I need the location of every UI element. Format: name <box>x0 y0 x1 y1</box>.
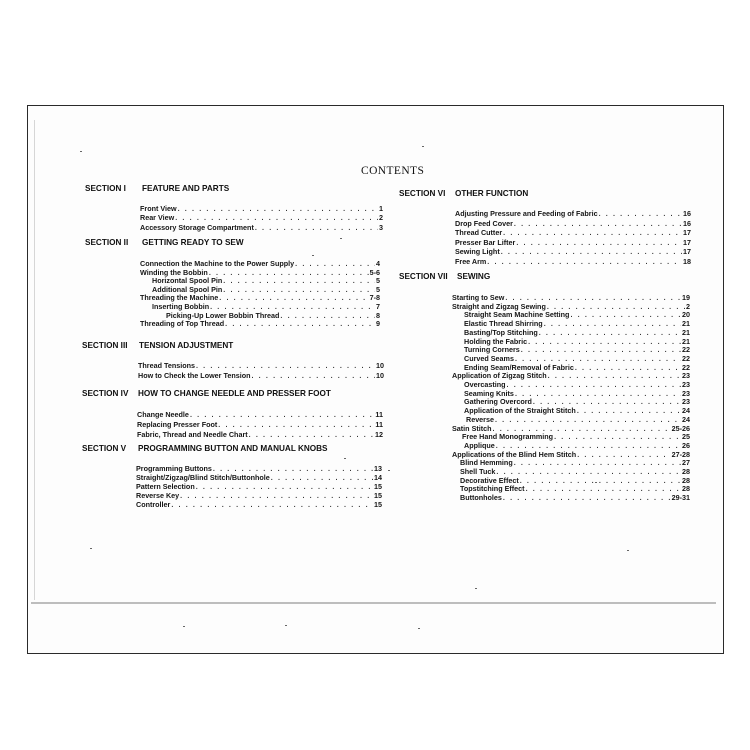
entry-label: Straight/Zigzag/Blind Stitch/Buttonhole <box>136 473 270 482</box>
entry-page-number: 23 <box>682 388 690 398</box>
dot-leader <box>515 354 681 363</box>
toc-entry <box>455 219 691 228</box>
scan-speck <box>344 458 346 459</box>
dot-leader <box>213 464 373 473</box>
dot-leader <box>496 441 681 450</box>
entry-page-number: 26 <box>682 440 690 450</box>
entry-page-number: 17 <box>683 228 691 238</box>
dot-leader <box>521 345 681 354</box>
dot-leader <box>505 293 681 302</box>
entry-page-number: 21 <box>682 319 690 329</box>
dot-leader <box>487 257 682 266</box>
toc-entry <box>460 467 690 476</box>
entry-page-number: 11 <box>375 410 383 419</box>
toc-entry <box>464 345 690 354</box>
entry-label: Sewing Light <box>455 247 500 257</box>
entry-page-number: 2 <box>686 301 690 311</box>
dot-leader <box>520 476 681 485</box>
entry-label: Presser Bar Lifter <box>455 237 516 247</box>
entry-label: Winding the Bobbin <box>140 267 208 277</box>
entry-page-number: 3 <box>379 222 383 232</box>
toc-entry <box>136 464 382 473</box>
entry-label: Decorative Effect <box>460 475 519 485</box>
entry-page-number: 28 <box>682 484 690 494</box>
section-number: SECTION IV <box>82 389 129 398</box>
scan-speck <box>80 151 82 152</box>
section-title: FEATURE AND PARTS <box>142 184 230 193</box>
toc-entry <box>455 257 691 266</box>
dot-leader <box>548 371 681 380</box>
toc-entry <box>455 238 691 247</box>
section-heading <box>82 389 331 398</box>
entry-label: Drop Feed Cover <box>455 218 513 228</box>
scan-speck <box>183 626 185 627</box>
dot-leader <box>180 491 373 500</box>
toc-entry <box>140 319 380 328</box>
section-heading <box>82 341 234 350</box>
toc-entry <box>462 432 690 441</box>
section-title: TENSION ADJUSTMENT <box>139 341 234 350</box>
scan-speck <box>475 588 477 589</box>
entry-page-number: 25 <box>682 432 690 442</box>
entry-label: Applications of the Blind Hem Stitch <box>452 449 577 459</box>
toc-entry <box>455 247 691 256</box>
dot-leader <box>501 247 682 256</box>
dot-leader <box>493 424 671 433</box>
dot-leader <box>196 482 373 491</box>
dot-leader <box>190 410 374 419</box>
entry-label: Turning Corners <box>464 345 520 355</box>
toc-entry <box>464 337 690 346</box>
page-title: CONTENTS <box>361 165 425 177</box>
scan-speck <box>90 548 92 549</box>
dot-leader <box>533 397 681 406</box>
entry-page-number: 24 <box>682 414 690 424</box>
entry-page-number: 9 <box>376 319 380 329</box>
entry-page-number: 2 <box>379 213 383 223</box>
entry-page-number: 11 <box>375 419 383 429</box>
dot-leader <box>539 328 681 337</box>
entry-label: How to Check the Lower Tension <box>138 370 251 380</box>
entry-page-number: 7-8 <box>369 293 380 303</box>
section-number: SECTION VII <box>399 272 448 281</box>
toc-entry <box>452 450 690 459</box>
entry-label: Application of the Straight Stitch <box>464 406 576 416</box>
toc-entry <box>460 458 690 467</box>
entry-page-number: 15 <box>374 500 382 509</box>
section-number: SECTION V <box>82 444 127 453</box>
entry-label: Thread Tensions <box>138 361 195 370</box>
entry-page-number: 10 <box>376 361 384 370</box>
entry-page-number: 22 <box>682 345 690 355</box>
toc-entry <box>464 328 690 337</box>
section-title: SEWING <box>457 272 491 281</box>
dot-leader <box>495 415 681 424</box>
entry-label: Change Needle <box>137 410 189 419</box>
entry-label: Free Hand Monogramming <box>462 432 554 442</box>
section-number: SECTION VI <box>399 189 446 198</box>
toc-entry <box>136 500 382 509</box>
dot-leader <box>528 337 681 346</box>
scan-speck <box>285 625 287 626</box>
entry-label: Threading of Top Thread <box>140 319 225 329</box>
toc-entry <box>137 420 383 429</box>
entry-label: Programming Buttons <box>136 464 212 473</box>
scan-speck <box>418 628 420 629</box>
toc-entry <box>460 476 690 485</box>
dot-leader <box>225 319 375 328</box>
entry-label: Starting to Sew <box>452 293 505 302</box>
entry-page-number: 8 <box>376 310 380 320</box>
entry-page-number: 16 <box>683 218 691 228</box>
entry-label: Front View <box>140 204 177 213</box>
entry-label: Topstitching Effect <box>460 484 525 494</box>
entry-label: Free Arm <box>455 257 487 266</box>
entry-label: Fabric, Thread and Needle Chart <box>137 429 248 439</box>
toc-entry <box>140 223 383 232</box>
entry-page-number: 19 <box>682 293 690 302</box>
toc-entry <box>460 493 690 502</box>
entry-label: Seaming Knits <box>464 388 514 398</box>
dot-leader <box>196 361 375 370</box>
toc-entry <box>464 310 690 319</box>
entry-page-number: 17 <box>683 237 691 247</box>
toc-entry <box>452 424 690 433</box>
toc-entry <box>464 319 690 328</box>
section-heading <box>85 184 230 193</box>
entry-page-number: 14 <box>374 473 382 482</box>
entry-label: Overcasting <box>464 380 506 389</box>
entry-label: Elastic Thread Shirring <box>464 319 543 329</box>
toc-entry <box>464 406 690 415</box>
toc-entry <box>455 209 691 218</box>
entry-page-number: 28 <box>682 475 690 485</box>
section-title: OTHER FUNCTION <box>455 189 529 198</box>
dot-leader <box>496 467 681 476</box>
dot-leader <box>249 430 374 439</box>
scan-speck <box>388 470 390 471</box>
entry-label: Straight and Zigzag Sewing <box>452 301 546 311</box>
dot-leader <box>514 219 682 228</box>
dot-leader <box>271 473 373 482</box>
entry-label: Buttonholes <box>460 493 502 503</box>
entry-page-number: 23 <box>682 397 690 407</box>
entry-label: Reverse <box>466 414 494 424</box>
entry-page-number: 27-28 <box>671 449 690 459</box>
entry-label: Reverse Key <box>136 491 180 500</box>
entry-page-number: 23 <box>682 371 690 381</box>
entry-page-number: 10 <box>376 370 384 380</box>
section-title: GETTING READY TO SEW <box>142 238 244 247</box>
entry-page-number: 29-31 <box>671 493 690 503</box>
entry-label: Ending Seam/Removal of Fabric <box>464 362 574 372</box>
scan-speck <box>312 255 314 256</box>
dot-leader <box>503 493 671 502</box>
toc-entry <box>140 204 383 213</box>
entry-label: Additional Spool Pin <box>152 284 223 294</box>
dot-leader <box>178 204 378 213</box>
dot-leader <box>514 458 681 467</box>
toc-entry <box>136 482 382 491</box>
section-heading <box>82 444 328 453</box>
dot-leader <box>577 450 670 459</box>
dot-leader <box>599 209 682 218</box>
entry-page-number: 5 <box>376 284 380 294</box>
dot-leader <box>175 213 378 222</box>
entry-page-number: 15 <box>374 491 382 500</box>
entry-page-number: 18 <box>683 257 691 266</box>
entry-page-number: 1 <box>379 204 383 213</box>
toc-entry <box>452 302 690 311</box>
dot-leader <box>251 371 375 380</box>
entry-label: Curved Seams <box>464 353 514 363</box>
toc-entry <box>452 293 690 302</box>
toc-entry <box>455 228 691 237</box>
entry-page-number: 22 <box>682 362 690 372</box>
dot-leader <box>547 302 685 311</box>
dot-leader <box>570 310 681 319</box>
entry-page-number: 5 <box>376 276 380 286</box>
toc-entry <box>137 410 383 419</box>
dot-leader <box>515 389 681 398</box>
toc-entry <box>140 213 383 222</box>
entry-page-number: 24 <box>682 406 690 416</box>
entry-page-number: 27 <box>682 458 690 468</box>
dot-leader <box>507 380 681 389</box>
dot-leader <box>554 432 681 441</box>
toc-entry <box>460 484 690 493</box>
dot-leader <box>577 406 681 415</box>
section-heading <box>85 238 244 247</box>
entry-page-number: 12 <box>375 429 383 439</box>
entry-label: Replacing Presser Foot <box>137 419 218 429</box>
scan-speck <box>595 482 597 483</box>
scan-bottom-shadow <box>31 602 716 604</box>
entry-page-number: 25-26 <box>671 423 690 433</box>
toc-entry <box>464 380 690 389</box>
section-number: SECTION I <box>85 184 126 193</box>
toc-entry <box>138 371 384 380</box>
scan-edge-shadow <box>34 120 35 600</box>
scan-speck <box>627 550 629 551</box>
entry-label: Blind Hemming <box>460 458 513 468</box>
entry-page-number: 20 <box>682 310 690 320</box>
dot-leader <box>516 238 682 247</box>
toc-entry <box>464 363 690 372</box>
entry-page-number: 17 <box>683 247 691 257</box>
entry-label: Satin Stitch <box>452 423 492 433</box>
entry-label: Gathering Overcord <box>464 397 532 407</box>
entry-label: Shell Tuck <box>460 467 496 476</box>
dot-leader <box>526 484 681 493</box>
entry-page-number: 15 <box>374 482 382 491</box>
entry-page-number: 4 <box>376 259 380 268</box>
toc-entry <box>137 430 383 439</box>
toc-entry <box>464 441 690 450</box>
entry-label: Adjusting Pressure and Feeding of Fabric <box>455 209 598 218</box>
entry-label: Basting/Top Stitching <box>464 327 538 337</box>
section-title: HOW TO CHANGE NEEDLE AND PRESSER FOOT <box>138 389 331 398</box>
entry-label: Rear View <box>140 213 175 223</box>
dot-leader <box>503 228 682 237</box>
dot-leader <box>544 319 681 328</box>
entry-label: Accessory Storage Compartment <box>140 222 254 232</box>
scan-speck <box>340 238 342 239</box>
scan-speck <box>422 146 424 147</box>
entry-label: Picking-Up Lower Bobbin Thread <box>166 310 280 320</box>
entry-label: Application of Zigzag Stitch <box>452 371 547 381</box>
entry-label: Connection the Machine to the Power Supply <box>140 259 295 268</box>
toc-entry <box>138 361 384 370</box>
dot-leader <box>255 223 378 232</box>
entry-label: Straight Seam Machine Setting <box>464 310 570 320</box>
dot-leader <box>171 500 373 509</box>
entry-label: Threading the Machine <box>140 293 219 303</box>
entry-page-number: 13 <box>374 464 382 473</box>
section-title: PROGRAMMING BUTTON AND MANUAL KNOBS <box>138 444 328 453</box>
toc-entry <box>136 473 382 482</box>
entry-page-number: 28 <box>682 467 690 476</box>
toc-entry <box>466 415 690 424</box>
toc-entry <box>464 397 690 406</box>
toc-entry <box>452 371 690 380</box>
toc-entry <box>464 389 690 398</box>
entry-label: Controller <box>136 500 171 509</box>
toc-entry <box>136 491 382 500</box>
entry-page-number: 21 <box>682 336 690 346</box>
entry-page-number: 23 <box>682 380 690 389</box>
entry-page-number: 22 <box>682 353 690 363</box>
entry-label: Pattern Selection <box>136 482 195 491</box>
entry-label: Thread Cutter <box>455 228 503 238</box>
toc-entry <box>464 354 690 363</box>
section-number: SECTION III <box>82 341 128 350</box>
entry-page-number: 21 <box>682 327 690 337</box>
entry-page-number: 5-6 <box>369 267 380 277</box>
section-heading <box>399 272 491 281</box>
entry-label: Horizontal Spool Pin <box>152 276 223 286</box>
section-number: SECTION II <box>85 238 129 247</box>
dot-leader <box>575 363 681 372</box>
entry-label: Inserting Bobbin <box>152 302 210 311</box>
entry-page-number: 16 <box>683 209 691 218</box>
dot-leader <box>218 420 374 429</box>
entry-page-number: 7 <box>376 302 380 311</box>
entry-label: Applique <box>464 440 495 450</box>
section-heading <box>399 189 529 198</box>
entry-label: Holding the Fabric <box>464 336 528 346</box>
